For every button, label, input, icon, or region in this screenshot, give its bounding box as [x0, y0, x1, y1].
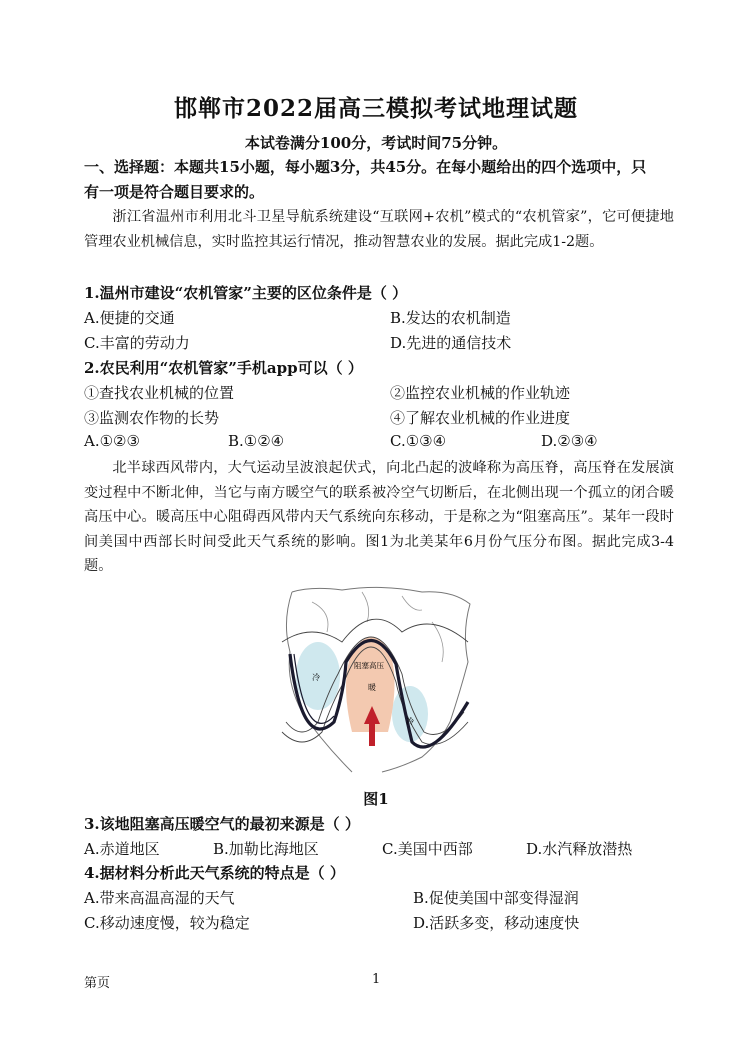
- q1-option-d: D.先进的通信技术: [390, 334, 512, 352]
- q1-option-a: A.便捷的交通: [84, 309, 175, 327]
- q2-option-b: B.①②④: [228, 432, 285, 450]
- section-instructions-line1: 一、选择题：本题共15小题，每小题3分，共45分。在每小题给出的四个选项中，只: [84, 158, 647, 176]
- passage-2: 北半球西风带内，大气运动呈波浪起伏式，向北凸起的波峰称为高压脊，高压脊在发展演变过程中不断北伸，当它与南方暖空气的联系被冷空气切断后，在北侧出现一个孤立的闭合暖高压中心。暖高压中心阻碍西风带内天气系统向东移动，于是称之为“阻塞高压”。某年一段时间美国中西部长时间受此天气系统的影响。图1为北美某年6月份气压分布图。据此完成3-4题。: [84, 460, 674, 574]
- q2-statement-1: ①查找农业机械的位置: [84, 384, 235, 402]
- label-warm: 暖: [368, 683, 376, 692]
- north-america-pressure-map: [272, 582, 476, 778]
- footer-page-number: 1: [372, 972, 381, 987]
- question-3-stem: 3.该地阻塞高压暖空气的最初来源是（ ）: [84, 815, 360, 833]
- question-1-stem: 1.温州市建设“农机管家”主要的区位条件是（ ）: [84, 284, 408, 302]
- warm-air-arrow: [369, 722, 375, 746]
- q3-option-a: A.赤道地区: [84, 840, 160, 858]
- label-blocking-high: 阻塞高压: [354, 661, 384, 670]
- q4-option-a: A.带来高温高湿的天气: [84, 889, 235, 907]
- label-cold-left: 冷: [312, 673, 320, 682]
- figure-caption: 图1: [363, 790, 389, 808]
- page-title: 邯郸市2022届高三模拟考试地理试题: [173, 95, 578, 122]
- q3-option-b: B.加勒比海地区: [213, 840, 319, 858]
- question-4-stem: 4.据材料分析此天气系统的特点是（ ）: [84, 864, 345, 882]
- exam-info: 本试卷满分100分，考试时间75分钟。: [244, 134, 508, 152]
- q2-option-d: D.②③④: [541, 432, 598, 450]
- label-cold-right: 冷: [406, 717, 414, 726]
- q4-option-c: C.移动速度慢，较为稳定: [84, 914, 250, 932]
- footer-page-label: 第页: [84, 976, 111, 991]
- question-2-stem: 2.农民利用“农机管家”手机app可以（ ）: [84, 359, 363, 377]
- q2-statement-2: ②监控农业机械的作业轨迹: [390, 384, 571, 402]
- pressure-map-figure: [272, 582, 476, 778]
- q1-option-c: C.丰富的劳动力: [84, 334, 190, 352]
- q3-option-d: D.水汽释放潜热: [526, 840, 633, 858]
- q4-option-b: B.促使美国中部变得湿润: [413, 889, 579, 907]
- q2-statement-4: ④了解农业机械的作业进度: [390, 409, 571, 427]
- q3-option-c: C.美国中西部: [382, 840, 473, 858]
- section-instructions-line2: 有一项是符合题目要求的。: [84, 183, 265, 201]
- q4-option-d: D.活跃多变，移动速度快: [413, 914, 580, 932]
- q2-option-c: C.①③④: [390, 432, 447, 450]
- q2-statement-3: ③监测农作物的长势: [84, 409, 220, 427]
- passage-1: 浙江省温州市利用北斗卫星导航系统建设“互联网+农机”模式的“农机管家”，它可便捷地管理农业机械信息，实时监控其运行情况，推动智慧农业的发展。据此完成1-2题。: [84, 209, 674, 250]
- q2-option-a: A.①②③: [84, 432, 140, 450]
- q1-option-b: B.发达的农机制造: [390, 309, 511, 327]
